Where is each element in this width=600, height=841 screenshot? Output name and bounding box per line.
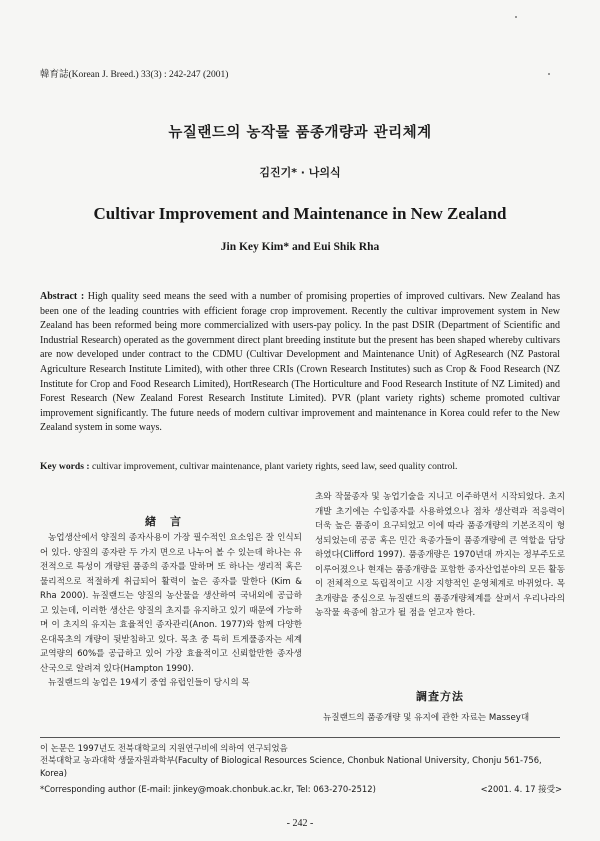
keywords	[40, 460, 560, 474]
keywords-text: cultivar improvement, cultivar maintenance, plant variety rights, seed law, seed quality control.	[89, 461, 458, 472]
english-authors: Jin Key Kim* and Eui Shik Rha	[220, 241, 380, 253]
abstract-label: Abstract :	[40, 291, 85, 302]
footnote-corresponding-author: *Corresponding author (E-mail: jinkey@moak.chonbuk.ac.kr, Tel: 063-270-2512)	[40, 784, 376, 794]
journal-citation: 韓育誌(Korean J. Breed.) 33(3) : 242-247 (2001)	[40, 70, 229, 80]
korean-authors: 김진기* · 나의식	[259, 166, 341, 179]
section-heading-introduction: 緖言	[145, 515, 195, 528]
footnote-divider	[40, 737, 560, 738]
abstract-text: High quality seed means the seed with a number of promising properties of improved cultivars. New Zealand has been one of the leading countries with efficient forage crop improvement. Recently the cultivar improvement system in New Zealand has been reformed being more commercialized with users-pay policy. In the past DSIR (Department of Scientific and Industrial Research) operated as the government direct plant breeding institute but the present has been shaped whereby cultivars are now developed under contract to the CDMU (Cultivar Development and Maintenance Unit) of AgResearch (NZ Pastoral Agriculture Research Institute Limited), with other three CRIs (Crown Research Institutes) such as Crop & Food Research (NZ Institute for Crop and Food Research Limited), HortResearch (The Horticulture and Food Research Institute of NZ Limited) and Forest Research (New Zealand Forest Research Institute Limited). PVR (plant variety rights) scheme promoted cultivar improvement significantly. The future needs of modern cultivar improvement and maintenance in Korea could refer to the New Zealand system in some ways.	[40, 291, 561, 434]
right-column	[315, 490, 565, 621]
introduction-continuation: 초와 작물종자 및 농업기술을 지니고 이주하면서 시작되었다. 초지개발 초기에는 수입종자를 사용하였으나 점차 생산력과 적응력이 더욱 높은 품종이 요구되었고 이에 따라 품종개량의 기본조직이 형성되었는데 공공 혹은 민간 육종가들이 품종개량에 큰 역할을 담당하였다(Clifford 1997). 품종개량은 1970년대 까지는 정부주도로 이루어졌으나 현재는 품종개량을 포함한 종자산업분야의 모든 활동이 전체적으로 독립적이고 시장 지향적인 운영체계로 바뀌었다. 목초개량을 중심으로 뉴질랜드의 품종개량체계를 살펴서 우리나라의 농작물 육종에 참고가 될 점을 얻고자 한다.	[315, 492, 565, 619]
abstract	[40, 290, 560, 436]
section-heading-methods: 調査方法	[416, 690, 464, 703]
methods-paragraph: 뉴질랜드의 품종개량 및 유지에 관한 자료는 Massey대	[323, 713, 530, 723]
keywords-label: Key words :	[40, 461, 90, 472]
scan-speck	[515, 16, 517, 18]
scan-speck	[548, 73, 550, 75]
left-column	[40, 531, 302, 691]
footnote-funding: 이 논문은 1997년도 전북대학교의 지원연구비에 의하여 연구되었음	[40, 743, 288, 753]
english-title: Cultivar Improvement and Maintenance in New Zealand	[93, 204, 507, 223]
methods-text-block	[315, 711, 565, 726]
page-number: - 242 -	[286, 818, 314, 829]
introduction-paragraph: 농업생산에서 양질의 종자사용이 가장 필수적인 요소임은 잘 인식되어 있다. 양질의 종자란 두 가지 면으로 나누어 볼 수 있는데 하나는 유전적으로 특성이 개량된 품종의 종자를 말하며 또 하나는 생리적 혹은 물리적으로 적절하게 취급되어 활력이 높은 종자를 말한다 (Kim & Rha 2000). 뉴질랜드는 양질의 농산물을 생산하여 국내외에 공급하고 있는데, 이러한 생산은 양질의 초지를 유지하고 있기 때문에 가능하며 이 초지의 유지는 효율적인 종자관리(Anon. 1977)와 함께 다양한 온대목초의 개량이 뒷받침하고 있다. 목초 중 특히 트게풀종자는 세계교역량의 60%를 공급하고 있어 가장 효율적이고 신뢰할만한 종자생산국으로 알려져 있다(Hampton 1990).	[40, 533, 302, 674]
received-date: <2001. 4. 17 接受>	[480, 784, 562, 794]
korean-title: 뉴질랜드의 농작물 품종개량과 관리체계	[168, 125, 432, 141]
footnote-affiliation: 전북대학교 농과대학 생물자원과학부(Faculty of Biological Resources Science, Chonbuk National University, Chonju 561-756, Korea)	[40, 755, 542, 778]
introduction-paragraph: 뉴질랜드의 농업은 19세기 중엽 유럽인들이 당시의 목	[48, 678, 250, 689]
